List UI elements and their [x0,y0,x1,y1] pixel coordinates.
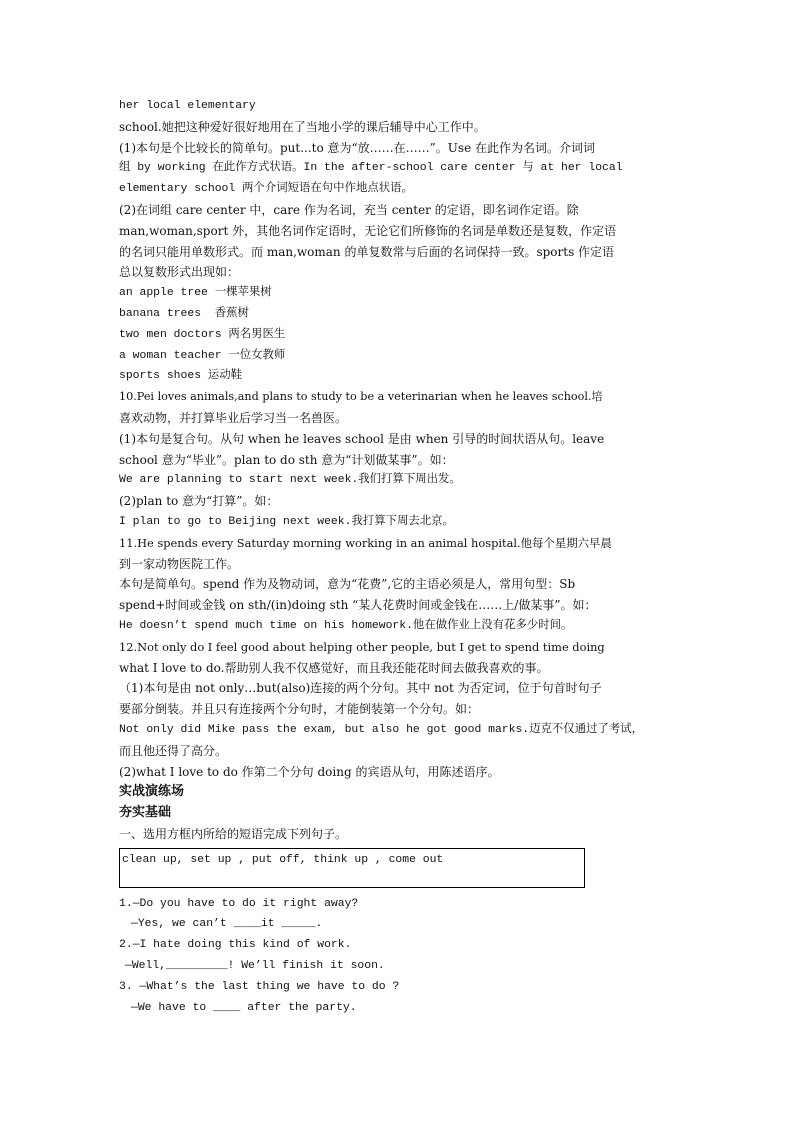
text-line: I plan to go to Beijing next week.我打算下周去北京。 [119,515,454,528]
answer-line: —We have to ____ after the party. [131,1001,357,1014]
question-line: 2.—I hate doing this kind of work. [119,939,352,952]
text-line: (1)本句是复合句。从句 when he leaves school 是由 when 引导的时间状语从句。leave [119,431,605,446]
text-line: 的名词只能用单数形式。而 man,woman 的单复数常与后面的名词保持一致。sports 作定语 [119,244,615,259]
text-line: an apple tree 一棵苹果树 [119,287,272,300]
section-heading: 夯实基础 [119,805,172,821]
text-line: 11.He spends every Saturday morning working in an animal hospital.他每个星期六早晨 [119,535,612,550]
text-line: 组 by working 在此作方式状语。In the after-school care center 与 at her local [119,162,623,175]
document-page [119,96,679,1018]
text-line: 到一家动物医院工作。 [119,556,240,571]
text-line: banana trees 香蕉树 [119,307,249,320]
text-line: Not only did Mike pass the exam, but also he got good marks.迈克不仅通过了考试， [119,723,644,736]
text-line: 10.Pei loves animals,and plans to study to be a veterinarian when he leaves school.培 [119,390,603,404]
text-line: (2)plan to 意为“打算”。如： [119,494,279,509]
text-line: what I love to do.帮助别人我不仅感觉好，而且我还能花时间去做我喜欢的事。 [119,660,549,675]
text-line: (2)what I love to do 作第二个分句 doing 的宾语从句，用陈述语序。 [119,764,500,779]
text-line: school.她把这种爱好很好地用在了当地小学的课后辅导中心工作中。 [119,119,486,134]
text-line: He doesn’t spend much time on his homework.他在做作业上没有花多少时间。 [119,619,573,632]
text-line: (1)本句是个比较长的简单句。put...to 意为“放……在……”。Use 在此作为名词。介词词 [119,140,595,155]
text-line: man,woman,sport 外，其他名词作定语时，无论它们所修饰的名词是单数还是复数，作定语 [119,223,617,238]
exercise-instructions: 一、选用方框内所给的短语完成下列句子。 [119,826,348,841]
answer-line: —Yes, we can’t ____it _____. [131,918,323,931]
text-line: two men doctors 两名男医生 [119,328,286,341]
answer-line: —Well,_________! We’ll finish it soon. [125,960,385,973]
text-line: 而且他还得了高分。 [119,743,228,758]
question-line: 1.—Do you have to do it right away? [119,897,359,910]
text-line: 总以复数形式出现如： [119,265,240,280]
text-line: school 意为“毕业”。plan to do sth 意为“计划做某事”。如： [119,452,454,467]
text-line: 要部分倒装。并且只有连接两个分句时，才能倒装第一个分句。如： [119,702,480,717]
text-line: a woman teacher 一位女教师 [119,349,286,362]
text-line: We are planning to start next week.我们打算下周出发。 [119,474,461,487]
text-line: (2)在词组 care center 中，care 作为名词，充当 center 的定语，即名词作定语。除 [119,202,579,217]
text-line: elementary school 两个介词短语在句中作地点状语。 [119,183,413,196]
text-line: sports shoes 运动鞋 [119,370,243,383]
text-line: spend+时间或金钱 on sth/(in)doing sth “某人花费时间或金钱在……上/做某事”。如： [119,598,597,613]
question-line: 3. —What’s the last thing we have to do ? [119,980,400,993]
text-line: 喜欢动物，并打算毕业后学习当一名兽医。 [119,410,348,425]
phrase-list: clean up, set up , put off, think up , come out [122,853,444,866]
section-heading: 实战演练场 [119,784,185,800]
phrase-box [119,848,585,888]
text-line: her local elementary [119,100,256,112]
text-line: 12.Not only do I feel good about helping other people, but I get to spend time doing [119,639,605,654]
text-line: 本句是简单句。spend 作为及物动词，意为“花费”,它的主语必须是人，常用句型：Sb [119,577,576,592]
text-line: （1)本句是由 not only…but(also)连接的两个分句。其中 not 为否定词，位于句首时句子 [119,681,602,696]
